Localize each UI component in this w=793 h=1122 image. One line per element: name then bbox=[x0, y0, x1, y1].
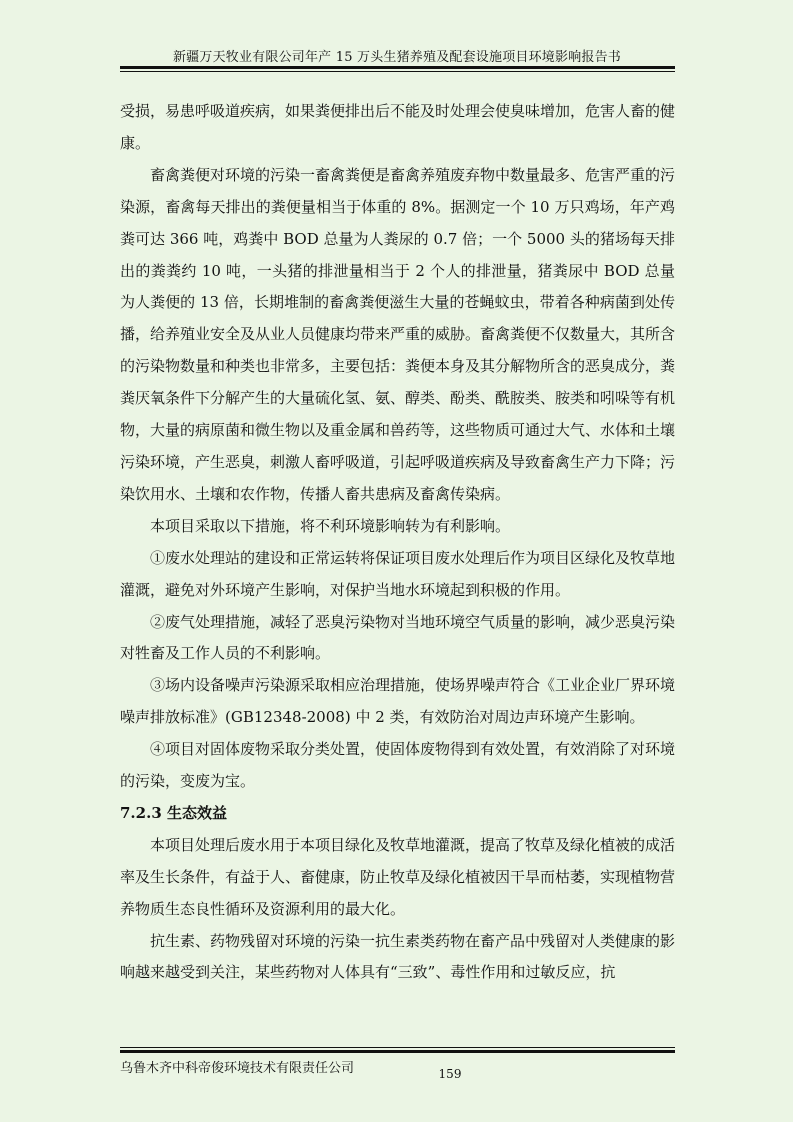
paragraph-antibiotics: 抗生素、药物残留对环境的污染一抗生素类药物在畜产品中残留对人类健康的影响越来越受到关注，某些药物对人体具有“三致”、毒性作用和过敏反应，抗 bbox=[120, 931, 676, 982]
paragraph-measures-intro: 本项目采取以下措施，将不利环境影响转为有利影响。 bbox=[150, 516, 511, 535]
body-text bbox=[120, 96, 675, 989]
footer-rule-thin bbox=[120, 1047, 675, 1048]
paragraph-measure-exhaust: ②废气处理措施，减轻了恶臭污染物对当地环境空气质量的影响，减少恶臭污染对牲畜及工作人员的不利影响。 bbox=[120, 612, 676, 663]
paragraph-continued: 受损，易患呼吸道疾病，如果粪便排出后不能及时处理会使臭味增加，危害人畜的健康。 bbox=[120, 102, 676, 152]
page-header: 新疆万天牧业有限公司年产 15 万头生猪养殖及配套设施项目环境影响报告书 bbox=[172, 50, 621, 65]
header-rule-thin bbox=[120, 71, 675, 72]
footer-company: 乌鲁木齐中科帝俊环境技术有限责任公司 bbox=[120, 1061, 355, 1076]
paragraph-measure-noise: ③场内设备噪声污染源采取相应治理措施，使场界噪声符合《工业企业厂界环境噪声排放标准》(GB12348-2008) 中 2 类，有效防治对周边声环境产生影响。 bbox=[120, 676, 676, 727]
paragraph-ecological-benefit: 本项目处理后废水用于本项目绿化及牧草地灌溉，提高了牧草及绿化植被的成活率及生长条件，有益于人、畜健康，防止牧草及绿化植被因干旱而枯萎，实现植物营养物质生态良性循环及资源利用的最大化。 bbox=[120, 835, 676, 918]
header-rule-thick bbox=[120, 66, 675, 69]
footer-rule-thick bbox=[120, 1050, 675, 1053]
paragraph-measure-wastewater: ①废水处理站的建设和正常运转将保证项目废水处理后作为项目区绿化及牧草地灌溉，避免对外环境产生影响，对保护当地水环境起到积极的作用。 bbox=[120, 548, 676, 599]
paragraph-manure-pollution: 畜禽粪便对环境的污染一畜禽粪便是畜禽养殖废弃物中数量最多、危害严重的污染源，畜禽每天排出的粪便量相当于体重的 8%。据测定一个 10 万只鸡场，年产鸡粪可达 366 吨，鸡粪中 BOD 总量为人粪尿的 0.7 倍；一个 5000 头的猪场每天排出的粪粪约 10 吨，一头猪的排泄量相当于 2 个人的排泄量，猪粪尿中 BOD 总量为人粪便的 13 倍，长期堆制的畜禽粪便滋生大量的苍蝇蚊虫，带着各种病菌到处传播，给养殖业安全及从业人员健康均带来严重的威胁。畜禽粪便不仅数量大，其所含的污染物数量和种类也非常多，主要包括：粪便本身及其分解物所含的恶臭成分，粪粪厌氧条件下分解产生的大量硫化氢、氨、醇类、酚类、酰胺类、胺类和吲哚等有机物，大量的病原菌和微生物以及重金属和兽药等，这些物质可通过大气、水体和土壤污染环境，产生恶臭，刺激人畜呼吸道，引起呼吸道疾病及导致畜禽生产力下降；污染饮用水、土壤和农作物，传播人畜共患病及畜禽传染病。 bbox=[120, 165, 676, 503]
page-number: 159 bbox=[438, 1067, 462, 1081]
paragraph-measure-solid-waste: ④项目对固体废物采取分类处置，使固体废物得到有效处置，有效消除了对环境的污染，变废为宝。 bbox=[120, 740, 676, 791]
section-heading: 7.2.3 生态效益 bbox=[120, 803, 227, 822]
